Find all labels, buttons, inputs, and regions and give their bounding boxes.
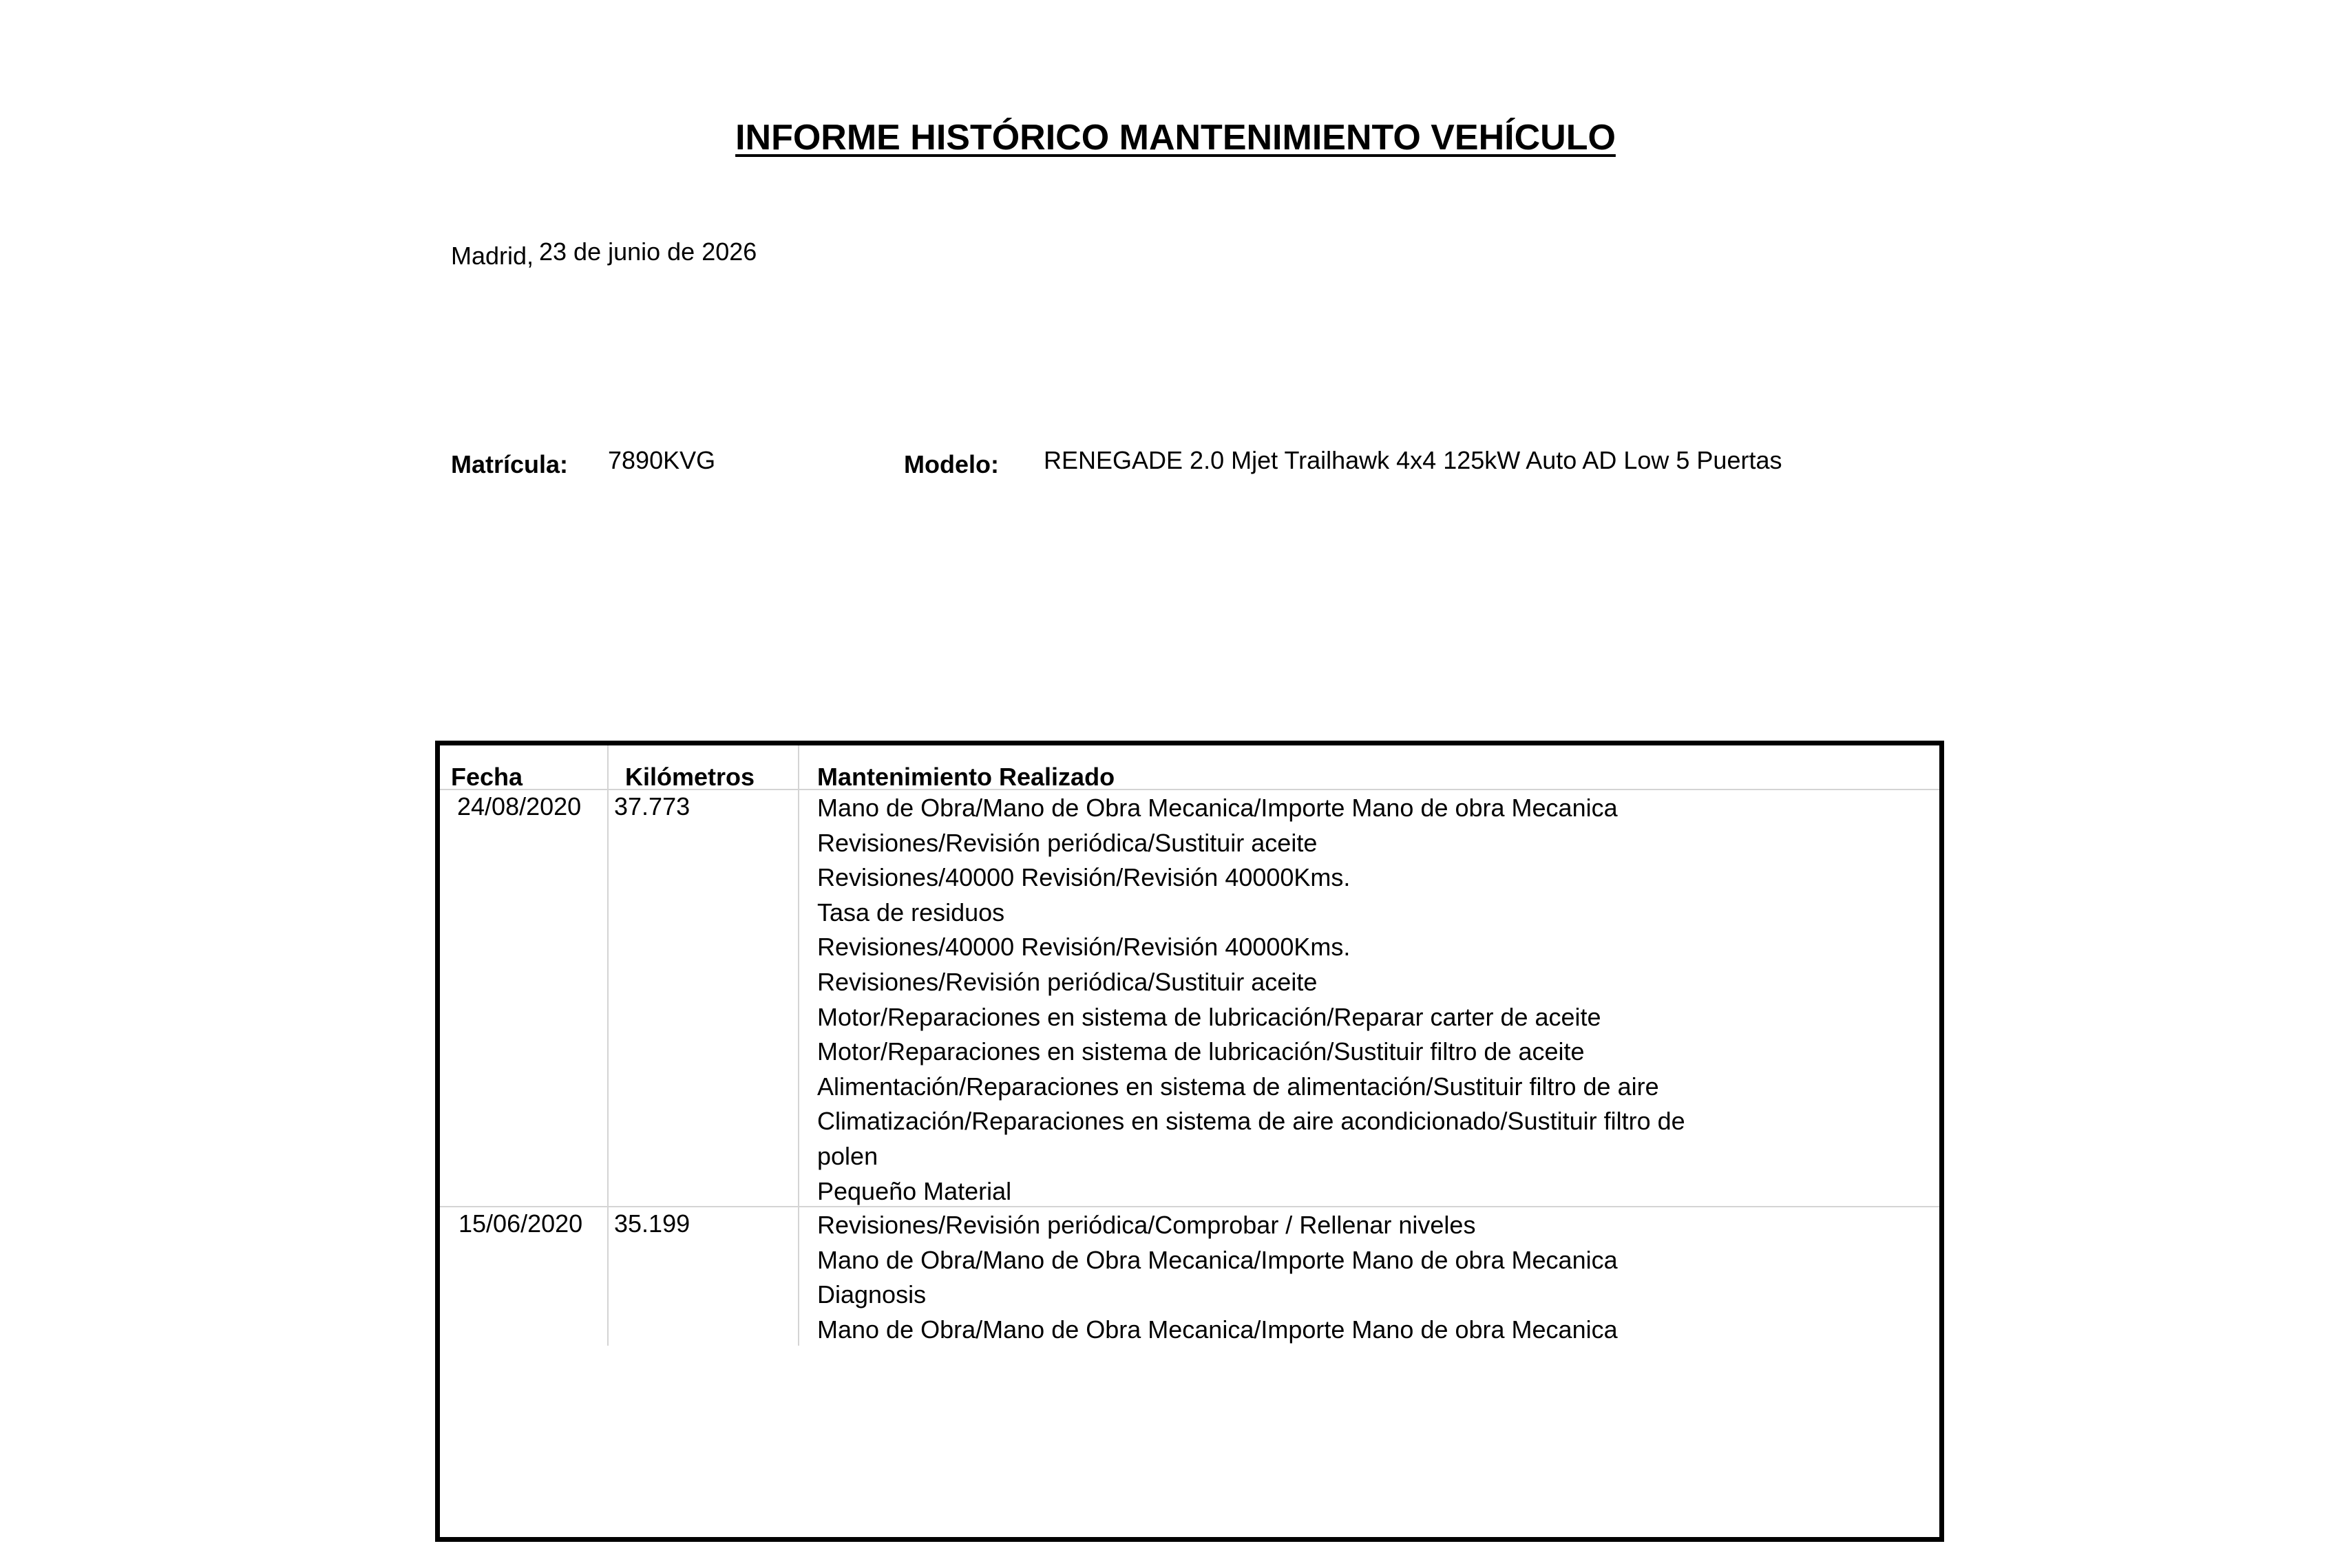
list-item: polen: [817, 1141, 878, 1170]
plate-value: 7890KVG: [608, 446, 716, 474]
list-item: Revisiones/Revisión periódica/Comprobar / Rellenar niveles: [817, 1211, 1476, 1239]
report-date: 23 de junio de 2026: [539, 237, 757, 266]
list-item: Alimentación/Reparaciones en sistema de alimentación/Sustituir filtro de aire: [817, 1072, 1659, 1101]
list-item: Tasa de residuos: [817, 898, 1005, 926]
list-item: Pequeño Material: [817, 1176, 1012, 1205]
column-divider-date: [607, 745, 609, 1346]
list-item: Mano de Obra/Mano de Obra Mecanica/Importe Mano de obra Mecanica: [817, 1315, 1618, 1344]
list-item: Mano de Obra/Mano de Obra Mecanica/Importe Mano de obra Mecanica: [817, 1245, 1618, 1274]
model-label: Modelo:: [904, 450, 999, 478]
list-item: Revisiones/Revisión periódica/Sustituir aceite: [817, 967, 1318, 996]
list-item: Revisiones/40000 Revisión/Revisión 40000Kms.: [817, 933, 1351, 962]
place-label: Madrid,: [451, 242, 534, 270]
report-title: [0, 113, 2351, 162]
list-item: Climatización/Reparaciones en sistema de aire acondicionado/Sustituir filtro de: [817, 1107, 1685, 1136]
row-2-maintenance-list: [817, 1208, 1618, 1347]
column-header-date: Fecha: [451, 763, 523, 791]
row-1-date: 24/08/2020: [457, 792, 582, 820]
list-item: Motor/Reparaciones en sistema de lubricación/Reparar carter de aceite: [817, 1002, 1601, 1031]
report-title-text: INFORME HISTÓRICO MANTENIMIENTO VEHÍCULO: [735, 118, 1616, 158]
row-2-km: 35.199: [614, 1209, 690, 1238]
row-2-date: 15/06/2020: [458, 1209, 583, 1238]
column-header-maintenance: Mantenimiento Realizado: [817, 763, 1115, 791]
column-divider-km: [798, 745, 799, 1346]
row-1-maintenance-list: [817, 791, 1685, 1209]
list-item: Revisiones/40000 Revisión/Revisión 40000Kms.: [817, 863, 1351, 892]
column-header-km: Kilómetros: [625, 763, 755, 791]
row-1-km: 37.773: [614, 792, 690, 820]
plate-label: Matrícula:: [451, 450, 569, 478]
list-item: Diagnosis: [817, 1280, 927, 1309]
model-value: RENEGADE 2.0 Mjet Trailhawk 4x4 125kW Auto AD Low 5 Puertas: [1044, 446, 1782, 474]
list-item: Revisiones/Revisión periódica/Sustituir aceite: [817, 828, 1318, 857]
list-item: Mano de Obra/Mano de Obra Mecanica/Importe Mano de obra Mecanica: [817, 794, 1618, 822]
list-item: Motor/Reparaciones en sistema de lubricación/Sustituir filtro de aceite: [817, 1037, 1585, 1066]
